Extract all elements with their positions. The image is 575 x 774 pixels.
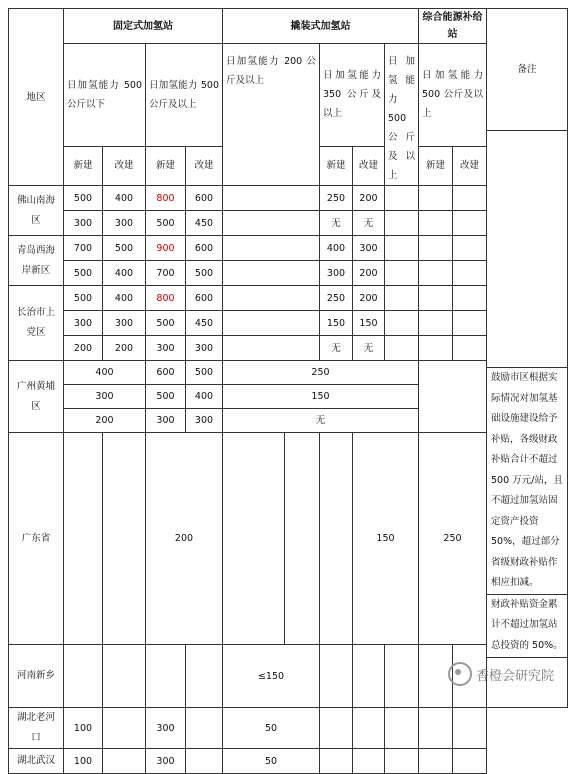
cell: 300 [146,409,186,433]
cell: 250 [419,433,487,645]
table-row [9,311,487,336]
cell-empty [285,433,320,645]
cell-empty [64,645,103,708]
cell-empty [453,211,487,236]
cell-empty [103,749,146,774]
cell: 250 [320,286,353,311]
cell: 200 [146,433,223,645]
cell: 无 [320,211,353,236]
header-region: 地区 [9,9,64,186]
cell: 无 [320,336,353,361]
cell-empty [453,311,487,336]
cell-highlight: 900 [146,236,186,261]
cell: 400 [103,286,146,311]
cell-empty [385,261,419,286]
cell-empty [385,211,419,236]
table-row [9,236,487,261]
table-row [9,749,487,774]
cell: 600 [186,236,223,261]
cell-highlight: 800 [146,286,186,311]
cell-empty [453,261,487,286]
header-remarks: 备注 [487,9,568,131]
cell: 700 [146,261,186,286]
cell-empty [453,336,487,361]
cell: 200 [353,186,385,211]
table-row [9,361,487,385]
remarks-guangdong: 鼓励市区根据实际情况对加氢基础设施建设给予补贴，各级财政补贴合计不超过 500 万元/站，且不超过加氢站固定资产投资 50%，超过部分省级财政补贴作相应扣减。 [487,368,568,595]
cell: 150 [353,311,385,336]
cell: 500 [186,361,223,385]
col-new: 新建 [146,146,186,185]
region-guangdong: 广东省 [9,433,64,645]
cell: 200 [103,336,146,361]
remarks-empty [487,131,568,368]
cell: 600 [186,286,223,311]
cell: 50 [223,708,320,749]
cell: 500 [103,236,146,261]
cell: 300 [320,261,353,286]
cell: 无 [353,211,385,236]
subheader-skid-200: 日加氢能力 200 公斤及以上 [223,44,320,186]
cell: 300 [64,211,103,236]
cell: 300 [103,211,146,236]
subheader-fixed-small: 日加氢能力 500 公斤以下 [64,44,146,147]
cell-empty [320,708,353,749]
cell-empty [453,186,487,211]
cell-empty [419,261,453,286]
watermark-text: 香橙会研究院 [476,668,555,684]
cell: 400 [103,261,146,286]
cell-empty [320,433,353,645]
cell-empty [223,433,285,645]
cell-empty [186,749,223,774]
cell: 300 [64,311,103,336]
cell-empty [353,749,385,774]
col-new: 新建 [320,146,353,185]
table-row [9,433,487,645]
cell-empty [223,211,320,236]
cell: 450 [186,211,223,236]
cell: 200 [353,286,385,311]
cell-empty [103,433,146,645]
cell-empty [223,286,320,311]
cell: 300 [186,336,223,361]
cell: 500 [146,385,186,409]
cell: 500 [64,186,103,211]
cell: 400 [186,385,223,409]
cell-empty [385,311,419,336]
region-guangzhou: 广州黄埔区 [9,361,64,433]
cell-empty [320,749,353,774]
cell-empty [186,645,223,708]
watermark [448,662,554,686]
cell: 500 [64,261,103,286]
subheader-fixed-large: 日加氢能力 500 公斤及以上 [146,44,223,147]
remarks-column [486,8,568,708]
cell: 150 [353,433,419,645]
cell-highlight: 800 [146,186,186,211]
cell: 无 [353,336,385,361]
table-row [9,708,487,749]
cell: 100 [64,708,103,749]
region-laohekou: 湖北老河口 [9,708,64,749]
cell-empty [419,211,453,236]
cell-empty [64,433,103,645]
col-rebuild: 改建 [103,146,146,185]
cell-empty [223,236,320,261]
cell-empty [103,708,146,749]
cell: 100 [64,749,103,774]
cell-empty [385,186,419,211]
cell: 300 [186,409,223,433]
cell: 200 [64,336,103,361]
table-row [9,336,487,361]
cell: 500 [146,211,186,236]
col-rebuild: 改建 [453,146,487,185]
cell-empty [453,286,487,311]
cell-empty [419,311,453,336]
table-row [9,186,487,211]
cell: 200 [64,409,146,433]
subheader-composite-500: 日加氢能力 500 公斤及以上 [419,44,487,147]
col-rebuild: 改建 [186,146,223,185]
table-row [9,286,487,311]
cell-empty [419,749,453,774]
cell: 300 [353,236,385,261]
cell-empty [419,361,487,433]
cell-empty [385,708,419,749]
cell: 50 [223,749,320,774]
region-changzhi: 长治市上党区 [9,286,64,361]
region-qingdao: 青岛西海岸新区 [9,236,64,286]
cell-empty [385,645,419,708]
cell: 700 [64,236,103,261]
table-row [9,385,487,409]
col-rebuild: 改建 [353,146,385,185]
cell: 无 [223,409,419,433]
table-row [9,211,487,236]
cell: 600 [186,186,223,211]
cell-empty [419,708,453,749]
col-new: 新建 [419,146,453,185]
cell: 500 [64,286,103,311]
cell-empty [223,186,320,211]
col-new: 新建 [64,146,103,185]
cell-empty [223,336,320,361]
cell: ≤150 [223,645,320,708]
cell: 150 [223,385,419,409]
cell-empty [103,645,146,708]
cell-empty [385,749,419,774]
cell-empty [223,261,320,286]
cell: 250 [320,186,353,211]
cell: 400 [320,236,353,261]
table-row [9,261,487,286]
cell-empty [146,645,186,708]
subheader-skid-500: 日加氢能力 500 公斤及以上 [385,44,419,186]
cell-empty [419,286,453,311]
header-composite-station: 综合能源补给站 [419,9,487,44]
cell-empty [385,236,419,261]
table-row [9,645,487,708]
cell-empty [385,336,419,361]
cell: 300 [146,708,186,749]
region-xinxiang: 河南新乡 [9,645,64,708]
cell-empty [453,236,487,261]
cell-empty [320,645,353,708]
cell-empty [419,186,453,211]
cell: 400 [103,186,146,211]
subsidy-table [8,8,487,774]
cell: 450 [186,311,223,336]
cell: 300 [64,385,146,409]
cell: 150 [320,311,353,336]
cell: 400 [64,361,146,385]
cell-empty [353,708,385,749]
cell: 500 [146,311,186,336]
cell-empty [353,645,385,708]
cell: 300 [146,336,186,361]
cell-empty [453,749,487,774]
subheader-skid-350: 日加氢能力 350 公斤及以上 [320,44,385,147]
cell-empty [419,336,453,361]
cell: 600 [146,361,186,385]
header-skid-station: 撬装式加氢站 [223,9,419,44]
cell: 500 [186,261,223,286]
cell: 300 [146,749,186,774]
region-wuhan: 湖北武汉 [9,749,64,774]
cell: 250 [223,361,419,385]
table-row [9,409,487,433]
cell-empty [223,311,320,336]
cell: 200 [353,261,385,286]
region-foshan: 佛山南海区 [9,186,64,236]
wechat-logo-icon [448,662,472,686]
cell-empty [186,708,223,749]
cell-empty [385,286,419,311]
remarks-xinxiang: 财政补贴资金累计不超过加氢站总投资的 50%。 [487,594,568,657]
header-fixed-station: 固定式加氢站 [64,9,223,44]
cell: 300 [103,311,146,336]
cell-empty [453,708,487,749]
cell-empty [419,236,453,261]
